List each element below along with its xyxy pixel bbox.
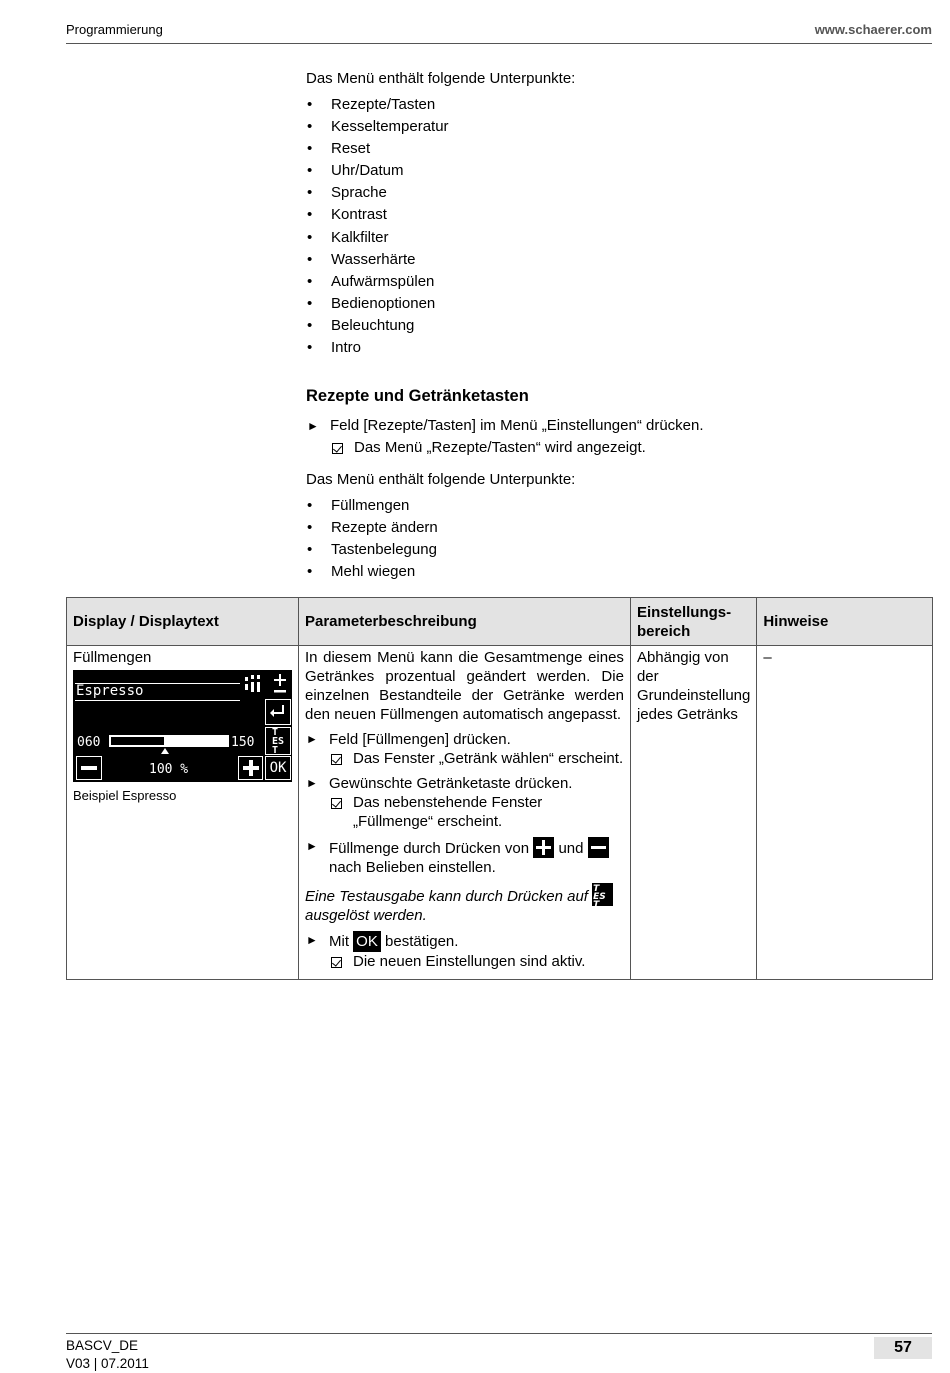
cell-hints: – [757, 646, 933, 980]
minus-button[interactable] [76, 756, 102, 780]
arrow-right-icon: ► [306, 933, 318, 947]
instruction-result: Das Fenster „Getränk wählen“ erscheint. [305, 749, 624, 768]
header-section: Programmierung [66, 22, 163, 37]
list-item: • Rezepte ändern [306, 517, 726, 539]
list-item: • Aufwärmspülen [306, 271, 726, 293]
list-item: • Sprache [306, 182, 726, 204]
main-content [306, 68, 726, 584]
list-item: • Bedienoptionen [306, 293, 726, 315]
lcd-progress-fill [111, 737, 164, 745]
checkbox-checked-icon [331, 957, 342, 968]
back-arrow-icon [268, 702, 288, 722]
col-header-range: Einstellungs-bereich [630, 598, 756, 646]
cell-display [67, 646, 299, 980]
page-footer [66, 1333, 932, 1371]
lcd-title: Espresso [75, 683, 240, 701]
display-label: Füllmengen [73, 649, 152, 666]
section-list [306, 495, 726, 583]
lcd-max-value: 150 [231, 735, 255, 750]
table-header-row [67, 598, 933, 646]
list-item: • Intro [306, 337, 726, 359]
col-header-display: Display / Displaytext [67, 598, 299, 646]
instruction-result: Das Menü „Rezepte/Tasten“ wird angezeigt. [306, 437, 726, 459]
list-item: • Beleuchtung [306, 315, 726, 337]
section-lead: Das Menü enthält folgende Unterpunkte: [306, 471, 576, 489]
plus-icon [243, 760, 259, 776]
header-website: www.schaerer.com [814, 22, 932, 37]
checkbox-checked-icon [331, 798, 342, 809]
list-item: • Reset [306, 138, 726, 160]
intro-list [306, 94, 726, 359]
lcd-screen [73, 670, 292, 782]
section-title: Rezepte und Getränketasten [306, 387, 529, 406]
lcd-percent: 100 % [149, 762, 189, 777]
checkbox-checked-icon [332, 443, 343, 454]
test-button[interactable]: T ES T [265, 727, 291, 755]
list-item: • Kesseltemperatur [306, 116, 726, 138]
arrow-right-icon: ► [306, 776, 318, 790]
back-button[interactable] [265, 699, 291, 725]
list-item: • Wasserhärte [306, 249, 726, 271]
instruction-step: ► Mit OK bestätigen. [306, 933, 459, 950]
instruction-result: Das nebenstehende Fenster „Füllmenge“ erscheint. [305, 793, 624, 831]
ok-icon: OK [353, 931, 381, 952]
list-item: • Uhr/Datum [306, 160, 726, 182]
plus-minus-icon [271, 673, 291, 695]
lcd-progress-bar [109, 735, 229, 747]
col-header-description: Parameterbeschreibung [299, 598, 631, 646]
arrow-right-icon: ► [306, 839, 318, 853]
footer-version: V03 | 07.2011 [66, 1356, 149, 1371]
lcd-min-value: 060 [77, 735, 101, 750]
col-header-hints: Hinweise [757, 598, 933, 646]
footer-doc-id: BASCV_DE [66, 1338, 139, 1353]
cup-sizes-icon [243, 673, 265, 695]
plus-button[interactable] [238, 756, 263, 780]
page-header [66, 20, 932, 44]
list-item: • Füllmengen [306, 495, 726, 517]
list-item: • Kontrast [306, 204, 726, 226]
checkbox-checked-icon [331, 754, 342, 765]
description-text: In diesem Menü kann die Gesamtmenge eines Getränkes prozentual geändert werden. Die einzelnen Bestandteile der Getränke werden den neuen Füllmengen automatisch angepasst. [305, 649, 624, 723]
plus-icon [533, 837, 554, 858]
page-number: 57 [874, 1337, 932, 1359]
lcd-caption: Beispiel Espresso [73, 788, 177, 803]
minus-icon [588, 837, 609, 858]
test-icon: T ES T [592, 883, 613, 906]
ok-button[interactable]: OK [265, 756, 291, 780]
instruction-step: ► Feld [Rezepte/Tasten] im Menü „Einstellungen“ drücken. [306, 415, 726, 437]
table-row [67, 646, 933, 980]
intro-lead: Das Menü enthält folgende Unterpunkte: [306, 70, 576, 87]
minus-icon [81, 766, 97, 770]
list-item: • Rezepte/Tasten [306, 94, 726, 116]
bar-marker-icon [161, 748, 169, 754]
cell-description [299, 646, 631, 980]
parameter-table [66, 597, 933, 980]
arrow-right-icon: ► [306, 732, 318, 746]
arrow-right-icon: ► [307, 419, 319, 434]
cell-range: Abhängig von der Grundeinstellung jedes Getränks [630, 646, 756, 980]
instruction-step: ► Gewünschte Getränketaste drücken. [306, 775, 573, 792]
instruction-step: ► Füllmenge durch Drücken von und nach Belieben einstellen. [305, 837, 624, 877]
instruction-step: ► Feld [Füllmengen] drücken. [306, 731, 511, 748]
test-note: Eine Testausgabe kann durch Drücken auf T ES T ausgelöst werden. [305, 883, 624, 925]
list-item: • Tastenbelegung [306, 539, 726, 561]
list-item: • Mehl wiegen [306, 561, 726, 583]
list-item: • Kalkfilter [306, 227, 726, 249]
instruction-result: Die neuen Einstellungen sind aktiv. [305, 952, 624, 971]
